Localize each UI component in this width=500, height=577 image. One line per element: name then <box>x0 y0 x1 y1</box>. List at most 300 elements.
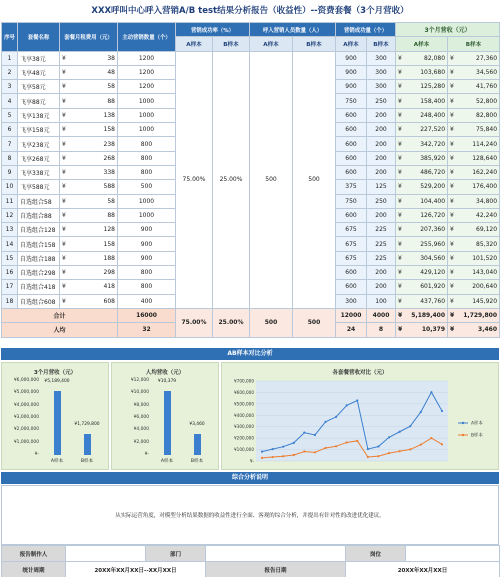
amount: 88 <box>107 97 115 105</box>
amount: 601,920 <box>420 283 446 291</box>
bar-value-label: ¥10,379 <box>157 378 177 384</box>
amount: 342,720 <box>420 140 446 148</box>
amount: 162,240 <box>472 169 498 177</box>
currency-symbol: ¥ <box>450 169 454 177</box>
row-package: 自选组合88 <box>18 208 60 222</box>
currency-symbol: ¥ <box>450 126 454 134</box>
currency-symbol: ¥ <box>398 297 402 305</box>
currency-symbol: ¥ <box>398 126 402 134</box>
row-seq: 17 <box>2 280 18 294</box>
row-count-b: 200 <box>367 123 396 137</box>
row-seq: 6 <box>2 123 18 137</box>
row-revenue-b <box>448 280 500 294</box>
currency-symbol: ¥ <box>62 54 66 62</box>
row-fee <box>60 251 118 265</box>
report-title: XXX呼叫中心呼入营销A/B test结果分析报告（收益性）--资费套餐（3个月营收） <box>91 6 409 16</box>
row-volume: 1000 <box>118 194 176 208</box>
amount: 82,080 <box>424 54 446 62</box>
row-package: 自选组合298 <box>18 266 60 280</box>
data-point <box>335 416 337 418</box>
amount: 268 <box>103 154 115 162</box>
row-volume: 800 <box>118 280 176 294</box>
amount: 41,760 <box>476 83 498 91</box>
y-tick-label: ¥400,000 <box>234 412 254 418</box>
row-fee <box>60 108 118 122</box>
row-fee <box>60 51 118 65</box>
row-package: 自选组合158 <box>18 237 60 251</box>
amount: 158 <box>103 126 115 134</box>
amount: 48 <box>107 69 115 77</box>
currency-symbol: ¥ <box>398 69 402 77</box>
row-volume: 800 <box>118 137 176 151</box>
footer-table <box>1 545 500 577</box>
row-revenue-b <box>448 51 500 65</box>
total-inbound-b: 500 <box>293 308 336 337</box>
currency-symbol: ¥ <box>450 111 454 119</box>
amount: 126,720 <box>420 212 446 219</box>
dept-field[interactable] <box>206 546 346 562</box>
amount: 52,800 <box>476 97 498 105</box>
data-point <box>388 436 390 438</box>
post-field[interactable] <box>406 546 500 562</box>
row-package: 自选组合608 <box>18 294 60 308</box>
data-point <box>377 455 379 457</box>
row-count-b: 300 <box>367 51 396 65</box>
row-revenue-a <box>396 94 448 108</box>
data-point <box>293 442 295 444</box>
row-revenue-b <box>448 165 500 179</box>
row-count-a: 600 <box>336 151 367 165</box>
row-volume: 1000 <box>118 108 176 122</box>
row-seq: 5 <box>2 108 18 122</box>
data-point <box>324 447 326 449</box>
amount: 227,520 <box>420 126 446 134</box>
row-package: 飞享338元 <box>18 165 60 179</box>
currency-symbol: ¥ <box>62 169 66 177</box>
data-point <box>346 441 348 443</box>
row-count-a: 675 <box>336 251 367 265</box>
row-revenue-b <box>448 180 500 194</box>
maker-label: 报告制作人 <box>2 546 66 562</box>
row-count-b: 200 <box>367 280 396 294</box>
header-seq: 序号 <box>2 23 18 52</box>
row-revenue-a <box>396 151 448 165</box>
data-point <box>261 457 263 459</box>
amount: 298 <box>103 269 115 277</box>
currency-symbol: ¥ <box>62 126 66 134</box>
row-revenue-a <box>396 108 448 122</box>
total-count-a: 12000 <box>336 308 367 322</box>
currency-symbol: ¥ <box>398 183 402 191</box>
row-package: 自选组合58 <box>18 194 60 208</box>
row-count-a: 675 <box>336 223 367 237</box>
total-rate-b: 25.00% <box>213 308 250 337</box>
y-tick-label: ¥300,000 <box>234 424 254 430</box>
avg-label: 人均 <box>2 323 118 337</box>
row-package: 飞享588元 <box>18 180 60 194</box>
plot-area <box>256 381 448 461</box>
y-tick-label: ¥200,000 <box>234 435 254 441</box>
currency-symbol: ¥ <box>62 97 66 105</box>
currency-symbol: ¥ <box>398 254 402 262</box>
header-inbound-b: B样本 <box>293 37 336 51</box>
total-label: 合计 <box>2 308 118 322</box>
row-fee <box>60 151 118 165</box>
currency-symbol: ¥ <box>398 226 402 234</box>
row-count-a: 675 <box>336 237 367 251</box>
row-revenue-b <box>448 151 500 165</box>
row-revenue-a <box>396 123 448 137</box>
chart-title: 各套餐营收对比（元） <box>332 370 388 376</box>
row-seq: 10 <box>2 180 18 194</box>
row-seq: 8 <box>2 151 18 165</box>
currency-symbol: ¥ <box>450 140 454 148</box>
avg-count-a: 24 <box>336 323 367 337</box>
currency-symbol: ¥ <box>62 83 66 91</box>
row-revenue-a <box>396 65 448 79</box>
amount: 238 <box>103 140 115 148</box>
row-seq: 1 <box>2 51 18 65</box>
category-label: A样本 <box>50 459 64 464</box>
maker-field[interactable] <box>66 546 146 562</box>
header-package: 套餐名称 <box>18 23 60 52</box>
total-revenue-b <box>448 308 500 322</box>
amount: 101,520 <box>472 254 498 262</box>
row-count-a: 900 <box>336 65 367 79</box>
row-package: 飞享88元 <box>18 94 60 108</box>
data-point <box>282 446 284 448</box>
y-tick-label: ¥4,000,000 <box>13 402 39 408</box>
header-count-b: B样本 <box>367 37 396 51</box>
row-revenue-a <box>396 294 448 308</box>
row-fee <box>60 165 118 179</box>
row-revenue-a <box>396 194 448 208</box>
row-package: 飞享38元 <box>18 51 60 65</box>
header-revenue-a: A样本 <box>396 37 448 51</box>
avg-count-b: 8 <box>367 323 396 337</box>
currency-symbol: ¥ <box>62 183 66 191</box>
revenue-bar-chart <box>1 362 109 470</box>
row-revenue-a <box>396 165 448 179</box>
data-point <box>420 444 422 446</box>
row-volume: 1200 <box>118 65 176 79</box>
bar-value-label: ¥5,189,400 <box>44 378 70 384</box>
row-volume: 900 <box>118 223 176 237</box>
amount: 429,120 <box>420 269 446 277</box>
currency-symbol: ¥ <box>450 154 454 162</box>
amount: 104,400 <box>420 197 446 205</box>
currency-symbol: ¥ <box>398 269 402 277</box>
summary-section-header: 综合分析说明 <box>1 472 499 484</box>
row-volume: 800 <box>118 165 176 179</box>
row-count-a: 300 <box>336 294 367 308</box>
amount: 158 <box>103 240 115 248</box>
row-count-a: 600 <box>336 208 367 222</box>
row-seq: 4 <box>2 94 18 108</box>
header-success-count: 营销成功量（个） <box>336 23 396 37</box>
amount: 75,840 <box>476 126 498 134</box>
y-tick-label: ¥3,000,000 <box>13 415 39 420</box>
row-revenue-a <box>396 251 448 265</box>
package-line-chart <box>221 362 499 470</box>
currency-symbol: ¥ <box>450 83 454 91</box>
y-tick-label: ¥6,000 <box>133 415 149 420</box>
total-revenue-a <box>396 308 448 322</box>
row-count-b: 200 <box>367 108 396 122</box>
row-seq: 14 <box>2 237 18 251</box>
y-tick-label: ¥6,000,000 <box>13 378 39 383</box>
row-count-a: 600 <box>336 280 367 294</box>
row-revenue-b <box>448 108 500 122</box>
row-count-a: 900 <box>336 51 367 65</box>
currency-symbol: ¥ <box>398 169 402 177</box>
amount: 82,800 <box>476 111 498 119</box>
row-seq: 12 <box>2 208 18 222</box>
row-revenue-a <box>396 266 448 280</box>
row-count-b: 250 <box>367 194 396 208</box>
row-count-a: 600 <box>336 266 367 280</box>
currency-symbol: ¥ <box>450 183 454 191</box>
y-tick-label: ¥2,000,000 <box>13 427 39 433</box>
currency-symbol: ¥ <box>398 83 402 91</box>
amount: 103,680 <box>420 69 446 77</box>
row-revenue-b <box>448 94 500 108</box>
inbound-b: 500 <box>293 51 336 308</box>
row-fee <box>60 294 118 308</box>
currency-symbol: ¥ <box>450 240 454 248</box>
header-inbound: 呼入营销人员数量（人） <box>250 23 336 37</box>
currency-symbol: ¥ <box>62 111 66 119</box>
row-fee <box>60 280 118 294</box>
y-tick-label: ¥12,000 <box>130 378 149 383</box>
total-inbound-a: 500 <box>250 308 293 337</box>
row-count-b: 225 <box>367 237 396 251</box>
row-volume: 1000 <box>118 94 176 108</box>
bar-value-label: ¥1,729,800 <box>74 421 100 427</box>
date-label: 报告日期 <box>206 562 346 577</box>
total-row <box>2 308 500 322</box>
amount: 34,800 <box>476 197 498 205</box>
amount: 529,200 <box>420 183 446 191</box>
y-tick-label: ¥- <box>34 452 39 457</box>
ab-section-header: AB样本对比分析 <box>1 348 499 360</box>
row-seq: 15 <box>2 251 18 265</box>
row-revenue-b <box>448 194 500 208</box>
amount: 114,240 <box>472 140 498 148</box>
bar <box>54 391 61 455</box>
currency-symbol: ¥ <box>62 197 66 205</box>
currency-symbol: ¥ <box>398 326 403 334</box>
amount: 207,360 <box>420 226 446 234</box>
header-rate-a: A样本 <box>176 37 213 51</box>
row-revenue-b <box>448 251 500 265</box>
y-tick-label: ¥700,000 <box>234 378 254 384</box>
data-point <box>409 448 411 450</box>
amount: 143,040 <box>472 269 498 277</box>
bar <box>84 434 91 455</box>
row-count-b: 250 <box>367 94 396 108</box>
row-fee <box>60 65 118 79</box>
summary-text: 从实际运营角度，对模型分析结果数据的收益性进行全面、客观的综合分析，并提出有针对性的改进优化建议。 <box>1 485 499 545</box>
total-rate-a: 75.00% <box>176 308 213 337</box>
data-point <box>441 443 443 445</box>
amount: 608 <box>103 297 115 305</box>
currency-symbol: ¥ <box>450 326 455 334</box>
header-revenue: 3个月营收（元） <box>396 23 500 37</box>
y-tick-label: ¥100,000 <box>234 447 254 453</box>
row-volume: 800 <box>118 151 176 165</box>
currency-symbol: ¥ <box>62 254 66 262</box>
bar <box>164 391 171 455</box>
row-count-b: 300 <box>367 80 396 94</box>
data-point <box>271 448 273 450</box>
currency-symbol: ¥ <box>398 283 402 291</box>
legend-marker <box>462 422 464 424</box>
rate-a: 75.00% <box>176 51 213 308</box>
amount: 255,960 <box>420 240 446 248</box>
bar <box>194 434 201 455</box>
y-tick-label: ¥- <box>249 458 254 464</box>
currency-symbol: ¥ <box>62 283 66 291</box>
currency-symbol: ¥ <box>398 154 402 162</box>
currency-symbol: ¥ <box>450 312 455 320</box>
legend-label: A样本 <box>471 421 483 427</box>
amount: 3,460 <box>478 326 498 334</box>
data-point <box>261 451 263 453</box>
header-success-rate: 营销成功率（%） <box>176 23 250 37</box>
inbound-a: 500 <box>250 51 293 308</box>
y-tick-label: ¥10,000 <box>130 390 149 396</box>
amount: 418 <box>103 283 115 291</box>
y-tick-label: ¥2,000 <box>133 439 149 445</box>
amount: 42,240 <box>476 212 498 219</box>
row-revenue-b <box>448 266 500 280</box>
row-volume: 900 <box>118 237 176 251</box>
row-volume: 1000 <box>118 123 176 137</box>
row-count-b: 200 <box>367 266 396 280</box>
currency-symbol: ¥ <box>62 212 66 219</box>
period-value[interactable]: 20XX年XX月XX日--XX月XX日 <box>66 562 206 577</box>
amount: 200,640 <box>472 283 498 291</box>
amount: 338 <box>103 169 115 177</box>
data-point <box>314 451 316 453</box>
y-tick-label: ¥- <box>144 452 149 457</box>
data-point <box>367 456 369 458</box>
currency-symbol: ¥ <box>398 54 402 62</box>
row-package: 飞享158元 <box>18 123 60 137</box>
row-count-a: 750 <box>336 194 367 208</box>
row-volume: 1000 <box>118 208 176 222</box>
currency-symbol: ¥ <box>62 269 66 277</box>
row-count-b: 225 <box>367 223 396 237</box>
row-package: 飞享58元 <box>18 80 60 94</box>
row-count-a: 600 <box>336 165 367 179</box>
row-revenue-a <box>396 208 448 222</box>
amount: 128 <box>103 226 115 234</box>
category-label: A样本 <box>160 459 174 464</box>
avg-revenue-b <box>448 323 500 337</box>
y-tick-label: ¥5,000,000 <box>13 390 39 396</box>
amount: 437,760 <box>420 297 446 305</box>
header-volume: 主动营销数量（个） <box>118 23 176 52</box>
amount: 38 <box>107 54 115 62</box>
legend-label: B样本 <box>471 433 483 439</box>
currency-symbol: ¥ <box>450 69 454 77</box>
row-volume: 900 <box>118 251 176 265</box>
currency-symbol: ¥ <box>450 269 454 277</box>
data-point <box>399 450 401 452</box>
data-point <box>356 440 358 442</box>
data-point <box>303 432 305 434</box>
legend-marker <box>462 434 464 436</box>
row-seq: 16 <box>2 266 18 280</box>
amount: 125,280 <box>420 83 446 91</box>
data-point <box>314 434 316 436</box>
currency-symbol: ¥ <box>398 111 402 119</box>
data-table <box>1 22 500 338</box>
currency-symbol: ¥ <box>450 254 454 262</box>
date-value[interactable]: 20XX年XX月XX日 <box>346 562 500 577</box>
row-count-a: 600 <box>336 123 367 137</box>
data-point <box>377 445 379 447</box>
row-seq: 2 <box>2 65 18 79</box>
data-point <box>367 448 369 450</box>
row-package: 飞享48元 <box>18 65 60 79</box>
amount: 69,120 <box>476 226 498 234</box>
amount: 88 <box>107 212 115 219</box>
currency-symbol: ¥ <box>450 97 454 105</box>
data-point <box>282 455 284 457</box>
data-point <box>441 410 443 412</box>
currency-symbol: ¥ <box>62 140 66 148</box>
amount: 1,729,800 <box>463 312 498 320</box>
currency-symbol: ¥ <box>450 283 454 291</box>
row-count-b: 200 <box>367 137 396 151</box>
amount: 85,320 <box>476 240 498 248</box>
row-revenue-a <box>396 280 448 294</box>
amount: 304,560 <box>420 254 446 262</box>
avg-revenue-a <box>396 323 448 337</box>
amount: 27,360 <box>476 54 498 62</box>
data-point <box>388 452 390 454</box>
row-fee <box>60 223 118 237</box>
amount: 128,640 <box>472 154 498 162</box>
row-revenue-a <box>396 237 448 251</box>
row-count-a: 600 <box>336 137 367 151</box>
row-count-b: 200 <box>367 165 396 179</box>
row-package: 飞享268元 <box>18 151 60 165</box>
y-tick-label: ¥8,000 <box>133 402 149 408</box>
currency-symbol: ¥ <box>62 240 66 248</box>
category-label: B样本 <box>80 459 94 464</box>
row-revenue-b <box>448 123 500 137</box>
currency-symbol: ¥ <box>450 297 454 305</box>
currency-symbol: ¥ <box>450 226 454 234</box>
amount: 176,400 <box>472 183 498 191</box>
currency-symbol: ¥ <box>398 97 402 105</box>
row-fee <box>60 137 118 151</box>
amount: 588 <box>103 183 115 191</box>
row-count-b: 125 <box>367 180 396 194</box>
row-count-b: 200 <box>367 208 396 222</box>
amount: 10,379 <box>421 326 446 334</box>
header-count-a: A样本 <box>336 37 367 51</box>
row-fee <box>60 266 118 280</box>
data-point <box>335 445 337 447</box>
row-volume: 1200 <box>118 51 176 65</box>
total-volume: 16000 <box>118 308 176 322</box>
row-package: 自选组合188 <box>18 251 60 265</box>
